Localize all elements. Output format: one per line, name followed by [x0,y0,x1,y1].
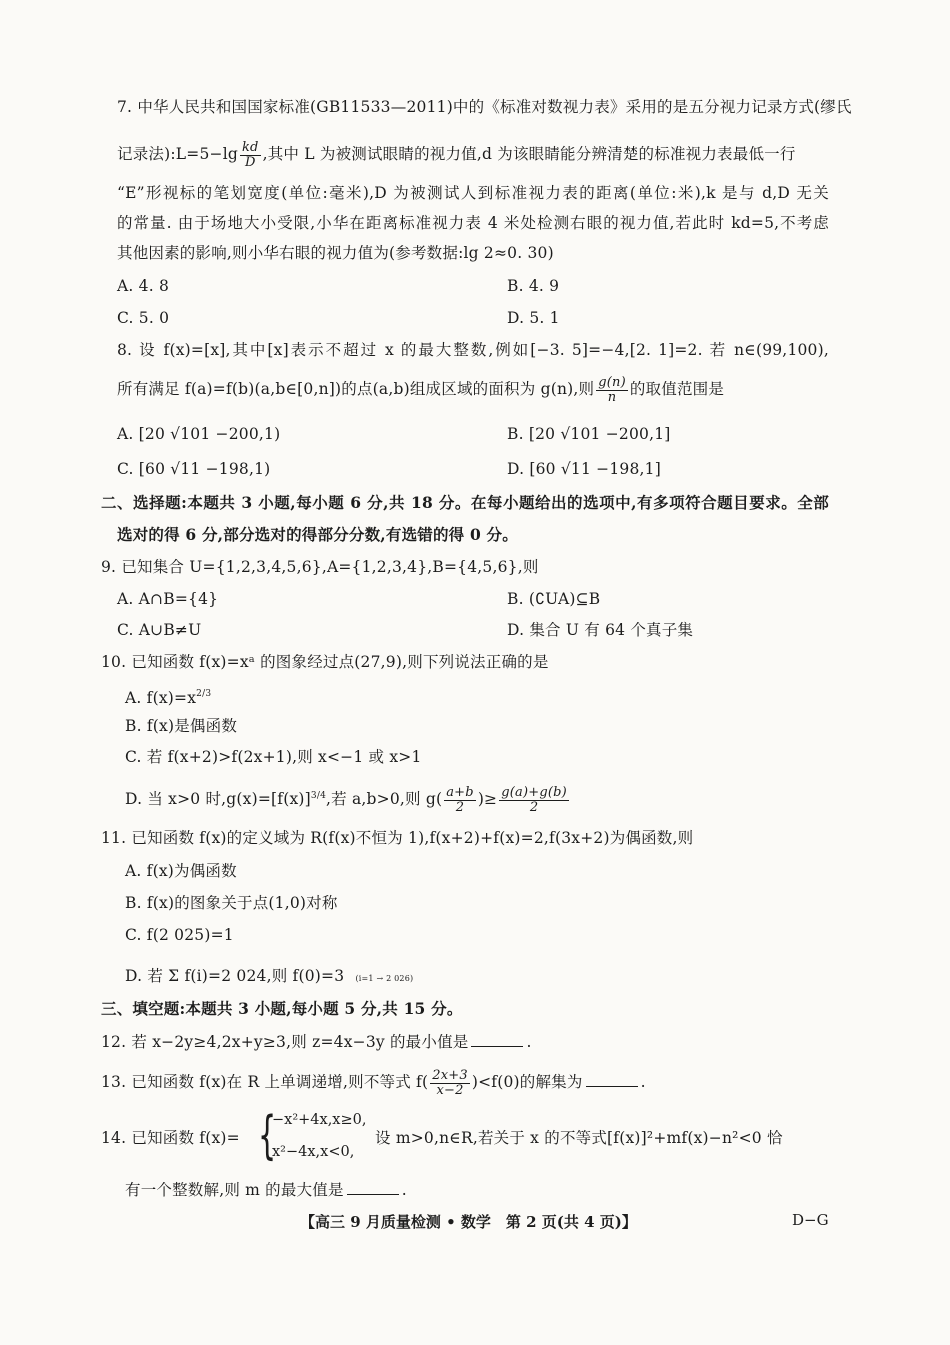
q11-option-d [125,960,413,992]
q8-line2-pre: 所有满足 f(a)=f(b)(a,b∈[0,n])的点(a,b)组成区域的面积为 g(n),则 [117,380,595,398]
q12-answer-blank [471,1032,523,1047]
q10-option-a [125,684,211,708]
q9-option-c: C. A∪B≠U [117,621,202,639]
q10-option-d-mid: ,若 a,b>0,则 g( [326,790,443,808]
section3-heading: 三、填空题:本题共 3 小题,每小题 5 分,共 15 分。 [101,999,463,1018]
q10-d-frac1-num: a+b [446,784,474,800]
q10-d-frac2-den: 2 [529,799,539,815]
footer-page-info: 【高三 9 月质量检测 • 数学 第 2 页(共 4 页)】 [300,1213,637,1231]
q12-line [101,1032,532,1052]
q10-d-frac1-den: 2 [455,799,465,815]
q8-frac-num: g(n) [598,374,626,390]
q7-line3: “E”形视标的笔划宽度(单位:毫米),D 为被测试人到标准视力表的距离(单位:米),k 是与 d,D 无关 [117,184,829,202]
q13-pre: 13. 已知函数 f(x)在 R 上单调递增,则不等式 f( [101,1073,429,1091]
q14-piecewise [258,1108,368,1168]
q14-case2: x²−4x,x<0, [272,1144,355,1160]
section2-heading-line1: 二、选择题:本题共 3 小题,每小题 6 分,共 18 分。在每小题给出的选项中,有多项符合题目要求。全部 [101,493,829,512]
q7-option-a: A. 4. 8 [117,277,170,295]
q8-line2-post: 的取值范围是 [629,380,725,398]
q7-line2-pre: 记录法):L=5−lg [117,145,238,163]
q11-option-d-text: D. 若 Σ f(i)=2 024,则 f(0)=3 [125,967,345,985]
q11-sum-bottom: i=1 [358,974,374,983]
q13-post: )<f(0)的解集为 [471,1073,583,1091]
q14-answer-blank [347,1180,399,1195]
q10-d-fraction1 [444,786,476,815]
q10-option-a-exponent: 2/3 [196,689,212,699]
q7-option-c: C. 5. 0 [117,309,170,327]
q11-sum-limits: (i=1 → 2 026) [355,974,414,983]
q9-option-a: A. A∩B={4} [117,590,219,608]
q10-option-c: C. 若 f(x+2)>f(2x+1),则 x<−1 或 x>1 [125,748,422,766]
q12-end: . [526,1033,532,1051]
q7-line2-post: ,其中 L 为被测试眼睛的视力值,d 为该眼睛能分辨清楚的标准视力表最低一行 [262,145,796,163]
q10-stem: 10. 已知函数 f(x)=xᵃ 的图象经过点(27,9),则下列说法正确的是 [101,653,549,671]
q14-line2-text: 有一个整数解,则 m 的最大值是 [125,1181,344,1199]
q10-option-a-text: A. f(x)=x [125,689,197,707]
q8-line2 [117,370,724,408]
q14-pre: 14. 已知函数 f(x)= [101,1129,240,1147]
q11-sum-top: 2 026 [386,974,411,983]
q7-line5: 其他因素的影响,则小华右眼的视力值为(参考数据:lg 2≈0. 30) [117,244,554,262]
q9-option-b: B. (∁UA)⊆B [507,590,601,608]
q13-frac-den: x−2 [436,1082,464,1098]
q14-case1: −x²+4x,x≥0, [272,1112,367,1128]
q14-brace: { [258,1106,277,1166]
q8-option-b: B. [20 √101 −200,1] [507,425,671,443]
q14-end: . [401,1181,407,1199]
q11-option-a: A. f(x)为偶函数 [125,862,237,880]
q8-option-c: C. [60 √11 −198,1) [117,460,271,478]
q10-option-d-mid2: )≥ [477,790,498,808]
q11-stem: 11. 已知函数 f(x)的定义域为 R(f(x)不恒为 1),f(x+2)+f(x)=2,f(3x+2)为偶函数,则 [101,829,694,847]
q13-end: . [640,1073,646,1091]
q7-option-d: D. 5. 1 [507,309,560,327]
q7-option-b: B. 4. 9 [507,277,560,295]
q7-line2 [117,136,796,172]
q7-line4: 的常量. 由于场地大小受限,小华在距离标准视力表 4 米处检测右眼的视力值,若此时 kd=5,不考虑 [117,214,829,232]
q12-text: 12. 若 x−2y≥4,2x+y≥3,则 z=4x−3y 的最小值是 [101,1033,469,1051]
q13-fraction [430,1069,470,1098]
section2-heading-line2: 选对的得 6 分,部分选对的得部分分数,有选错的得 0 分。 [117,525,518,544]
q7-frac-num: kd [241,139,259,155]
q10-d-fraction2 [499,786,569,815]
q7-fraction [240,141,261,170]
q10-option-d [125,778,571,814]
q9-stem: 9. 已知集合 U={1,2,3,4,5,6},A={1,2,3,4},B={4,5,6},则 [101,558,539,576]
q9-option-d: D. 集合 U 有 64 个真子集 [507,621,694,639]
q14-post: 设 m>0,n∈R,若关于 x 的不等式[f(x)]²+mf(x)−n²<0 恰 [375,1129,783,1147]
q10-d-frac2-num: g(a)+g(b) [501,784,567,800]
q10-option-b: B. f(x)是偶函数 [125,717,238,735]
q11-option-c: C. f(2 025)=1 [125,926,234,944]
q14-line2 [125,1180,407,1200]
footer-code: D−G [792,1211,829,1229]
q8-line1: 8. 设 f(x)=[x],其中[x]表示不超过 x 的最大整数,例如[−3. 5]=−4,[2. 1]=2. 若 n∈(99,100), [117,341,829,359]
q7-frac-den: D [244,154,256,170]
q10-option-d-pre: D. 当 x>0 时,g(x)=[f(x)] [125,790,311,808]
q10-option-d-exponent: 3/4 [310,791,327,801]
q7-line1: 7. 中华人民共和国国家标准(GB11533—2011)中的《标准对数视力表》采用的是五分视力记录方式(缪氏 [117,98,852,116]
q11-option-b: B. f(x)的图象关于点(1,0)对称 [125,894,338,912]
q8-option-a: A. [20 √101 −200,1) [117,425,281,443]
q13-answer-blank [586,1072,638,1087]
q8-fraction [596,376,628,405]
q8-option-d: D. [60 √11 −198,1] [507,460,661,478]
q13-frac-num: 2x+3 [432,1067,468,1083]
q13-line [101,1063,646,1101]
q8-frac-den: n [607,389,617,405]
